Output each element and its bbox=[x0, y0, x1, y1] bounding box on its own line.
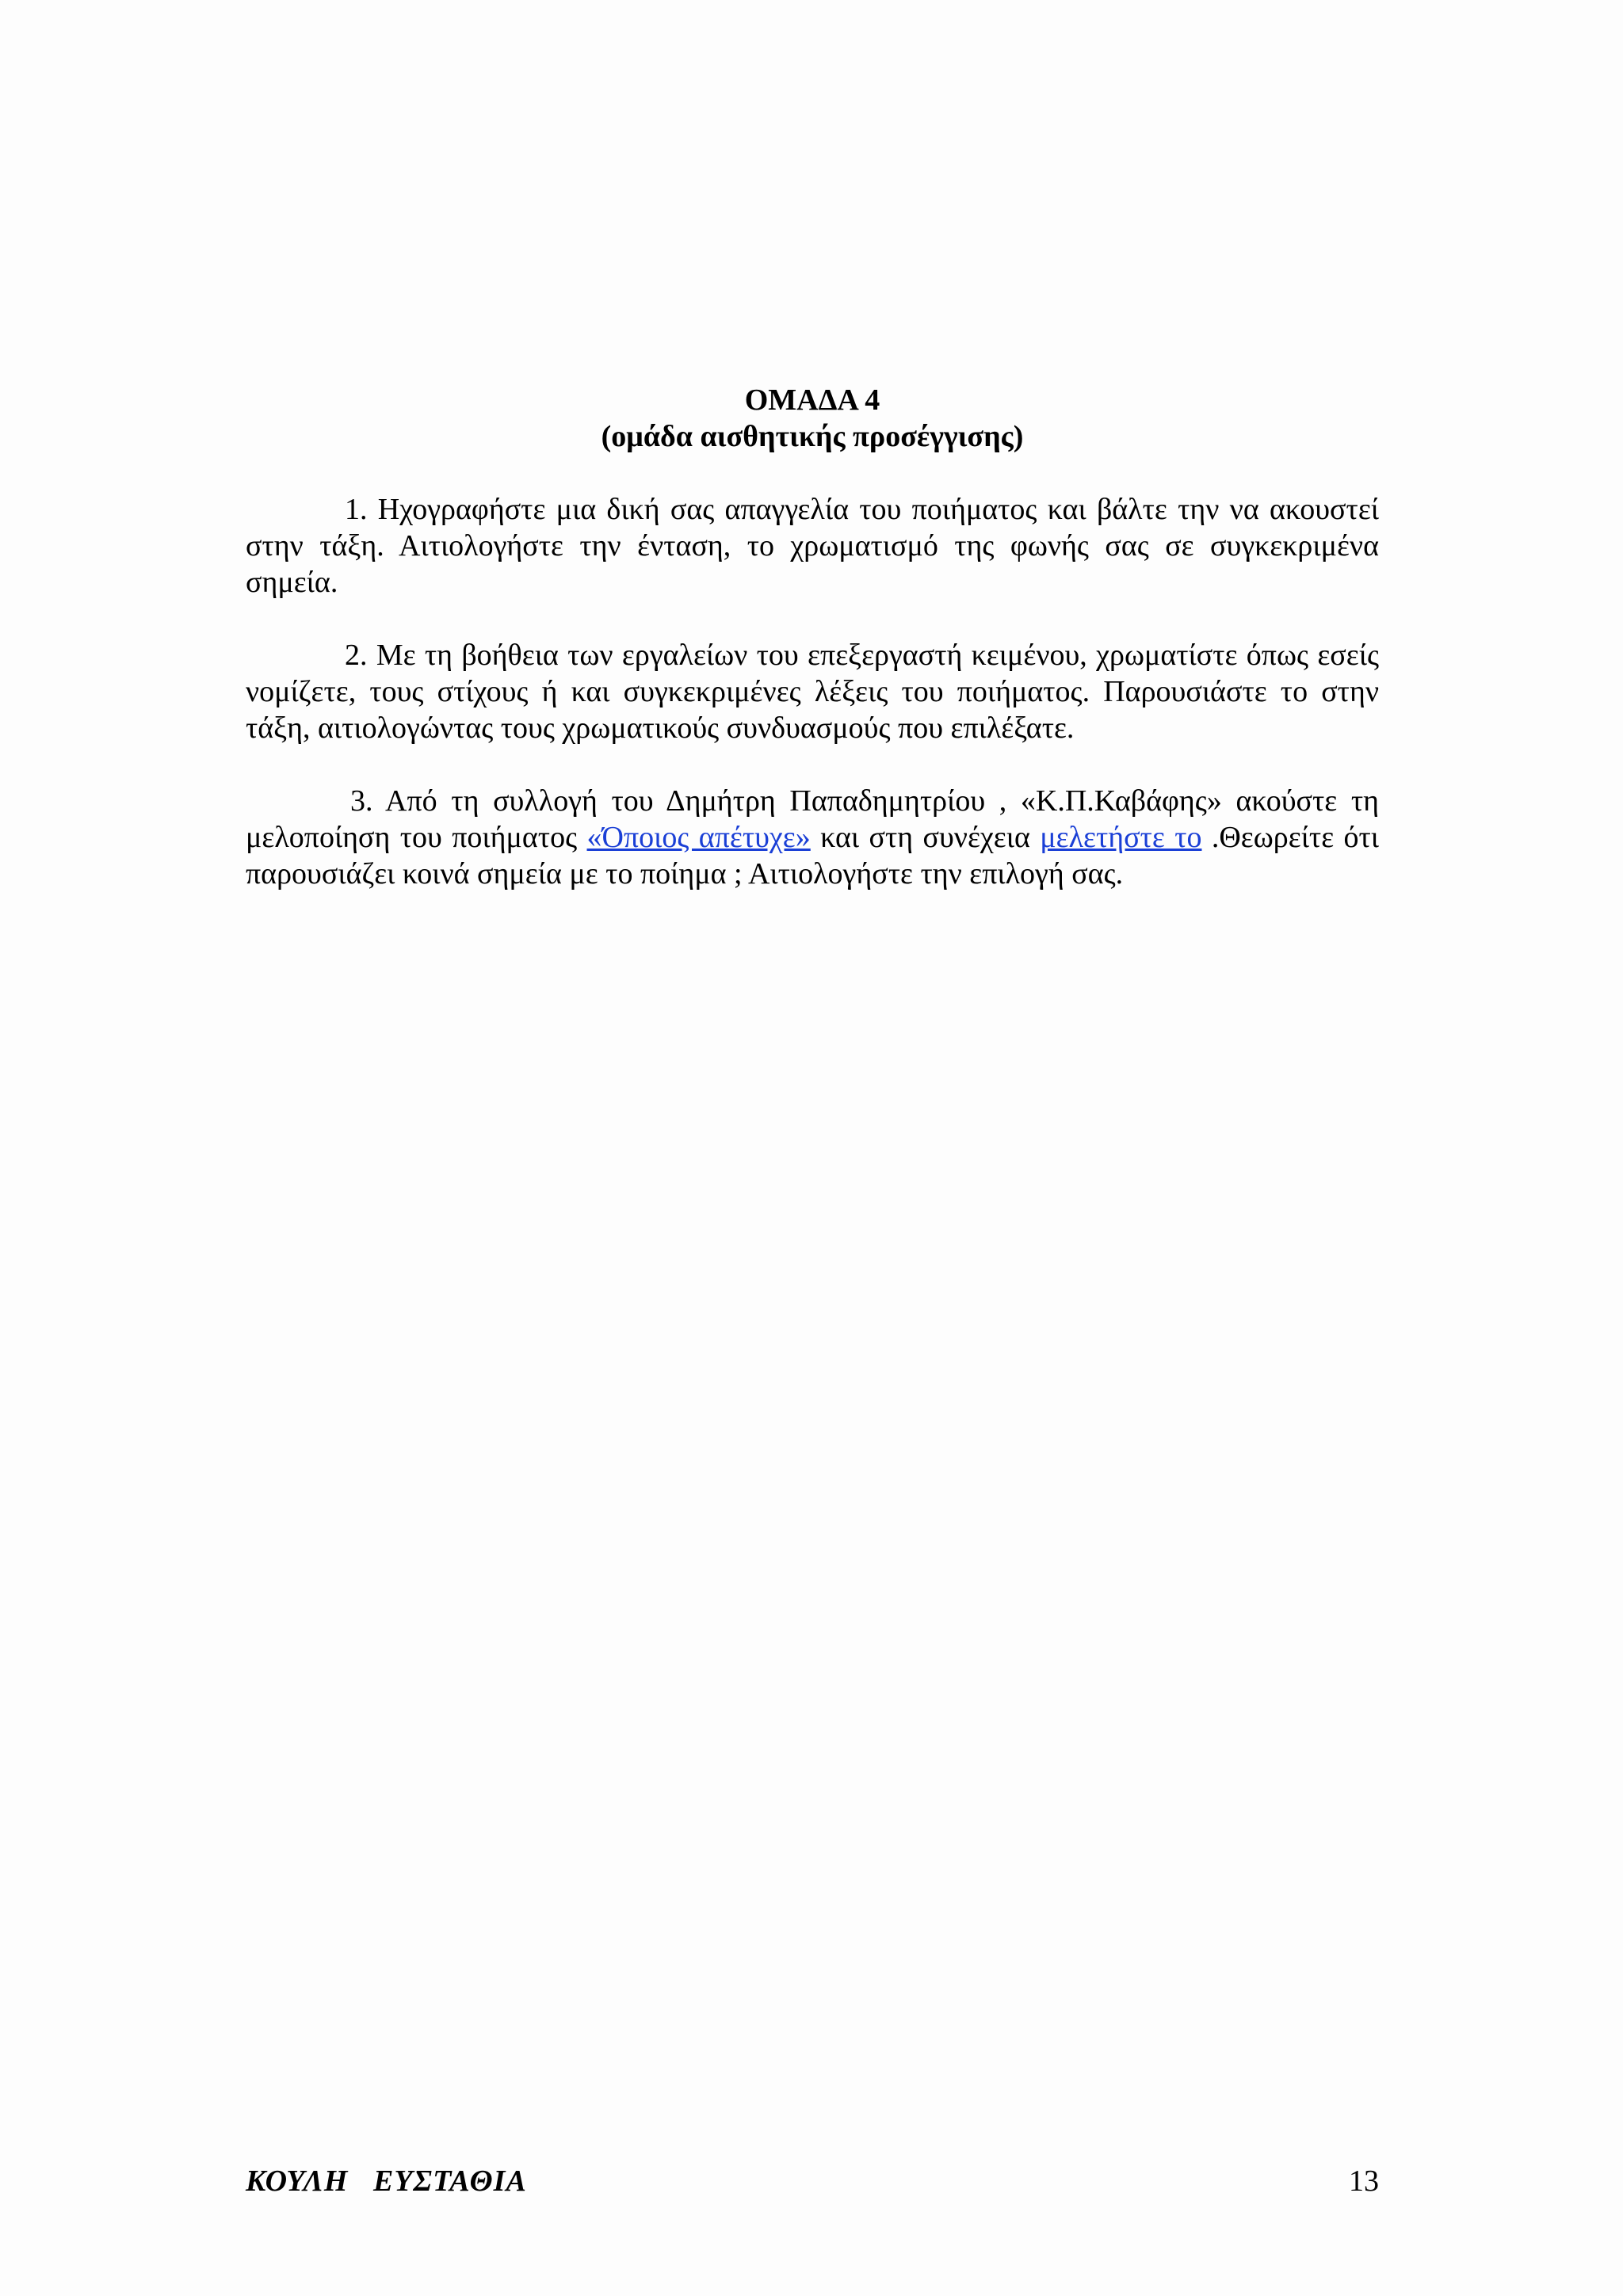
page-content bbox=[246, 382, 1379, 892]
task-item-1: 1. Ηχογραφήστε μια δική σας απαγγελία του ποιήματος και βάλτε την να ακουστεί στην τάξη. Αιτιολογήστε την ένταση, το χρωματισμό της φωνής σας σε συγκεκριμένα σημεία. bbox=[246, 493, 1379, 599]
footer-author: ΚΟΥΛΗ ΕΥΣΤΑΘΙΑ bbox=[246, 2164, 527, 2198]
page-heading bbox=[246, 382, 1379, 455]
task-item-2: 2. Με τη βοήθεια των εργαλείων του επεξεργαστή κειμένου, χρωματίστε όπως εσείς νομίζετε, τους στίχους ή και συγκεκριμένες λέξεις του ποιήματος. Παρουσιάστε το στην τάξη, αιτιολογώντας τους χρωματικούς συνδυασμούς που επιλέξατε. bbox=[246, 639, 1379, 745]
task-item-3-text-a: 3. Από τη συλλογή του Δημήτρη Παπαδημητρίου , «Κ.Π.Καβάφης» ακούστε τη μελοποίηση του ποιήματος bbox=[246, 784, 1379, 854]
task-item-3-text-c: .Θεωρείτε ότι παρουσιάζει κοινά σημεία με το ποίημα ; Αιτιολογήστε την επιλογή σας. bbox=[246, 821, 1380, 891]
page-number: 13 bbox=[1349, 2164, 1379, 2198]
task-item-3-text-b: και στη συνέχεια bbox=[810, 821, 1041, 854]
study-link[interactable]: μελετήστε το bbox=[1040, 821, 1202, 854]
task-item-3 bbox=[246, 783, 1379, 892]
heading-subtitle: (ομάδα αισθητικής προσέγγισης) bbox=[601, 420, 1024, 453]
heading-title: ΟΜΑΔΑ 4 bbox=[744, 383, 880, 417]
song-link[interactable]: «Όποιος απέτυχε» bbox=[586, 821, 811, 854]
